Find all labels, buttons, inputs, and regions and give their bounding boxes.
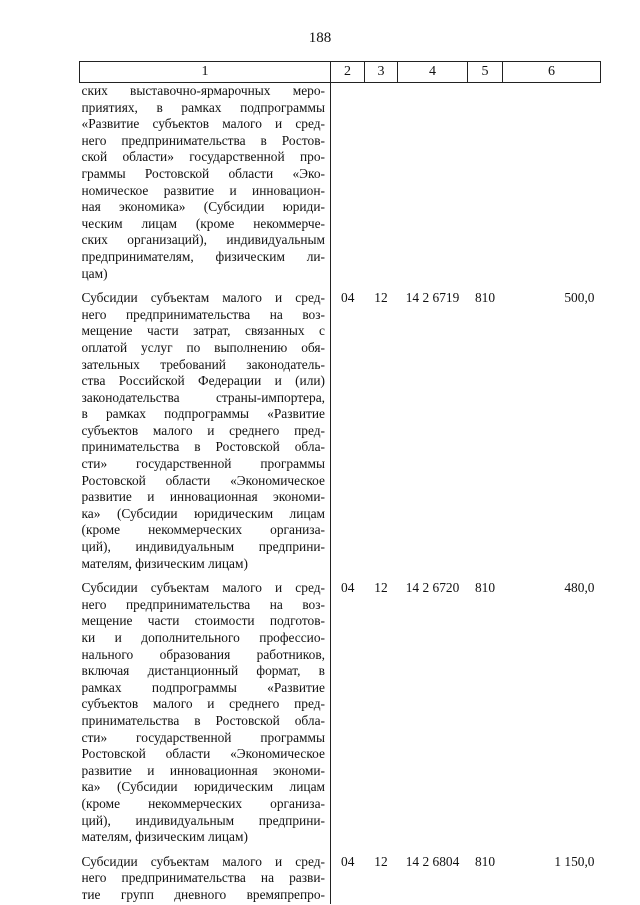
table-header [80,62,601,83]
spacer-cell [331,572,365,580]
target-article-code: 14 2 6804 [405,853,460,869]
spacer-cell [398,846,468,854]
description-line: рамках подпрограммы «Развитие [81,679,325,695]
spacer-cell [365,282,398,290]
column-header-1: 1 [80,62,331,83]
table-row [80,83,601,283]
spacer-cell [331,846,365,854]
description-line: принимательства в Ростовской обла- [81,712,325,728]
row-spacer [80,846,601,854]
description-line: мещение части стоимости подготов- [81,613,325,629]
description-line: ческим лицам (кроме некоммерче- [81,215,325,231]
row-description [80,290,331,572]
spacer-cell [331,282,365,290]
description-line: него предпринимательства в Ростов- [81,132,325,148]
spacer-cell [503,846,601,854]
spacer-cell [80,846,331,854]
budget-table [79,61,601,904]
description-line: ций), индивидуальным предприни- [81,812,325,828]
table-body [80,83,601,904]
subsection-code: 12 [374,290,388,306]
description-line: Субсидии субъектам малого и сред- [81,290,325,306]
amount: 480,0 [564,580,595,596]
description-line: тие групп дневного времяпрепро- [81,886,325,902]
description-line: развитие и инновационная экономи- [81,762,325,778]
description-line: мателям, физическим лицам) [81,829,248,845]
expense-type-code: 810 [474,853,496,869]
description-line: предпринимателям, физическим ли- [81,248,325,264]
row-description [80,83,331,283]
row-spacer [80,282,601,290]
section-code: 04 [341,290,355,306]
description-line: мещение части затрат, связанных с [81,323,325,339]
description-line: оплатой услуг по выполнению обя- [81,339,325,355]
description-line: него предпринимательства на разви- [81,870,325,886]
description-line: ки и дополнительного профессио- [81,630,325,645]
target-article-code [398,83,468,283]
spacer-cell [468,846,503,854]
spacer-cell [468,572,503,580]
expense-type-code: 810 [474,580,496,596]
description-line: него предпринимательства на воз- [81,306,325,322]
description-line: номическое развитие и инновацион- [81,182,325,198]
spacer-cell [398,572,468,580]
expense-type-code: 810 [474,290,496,306]
description-line: него предпринимательства на воз- [81,596,325,612]
spacer-cell [365,846,398,854]
row-description [80,854,331,904]
spacer-cell [365,572,398,580]
subsection-code: 12 [374,580,388,596]
target-article-code: 14 2 6719 [405,290,460,306]
description-line: сти» государственной программы [81,729,325,745]
description-line: ской области» государственной про- [81,149,325,165]
target-article-code: 14 2 6720 [405,580,460,596]
description-line: Субсидии субъектам малого и сред- [81,853,325,869]
section-code: 04 [341,853,355,869]
column-header-6: 6 [503,62,601,83]
description-line: (кроме некоммерческих организа- [81,795,325,811]
spacer-cell [468,282,503,290]
amount: 1 150,0 [554,853,595,869]
description-line: принимательства в Ростовской обла- [81,439,325,455]
row-description [80,580,331,846]
description-line: зательных требований законодатель- [81,356,325,372]
spacer-cell [80,282,331,290]
section-code [331,83,365,283]
description-line: ка» (Субсидии юридическим лицам [81,779,325,795]
description-line: ских выставочно-ярмарочных меро- [81,83,325,98]
description-line: ка» (Субсидии юридическим лицам [81,505,325,521]
description-line: субъектов малого и среднего пред- [81,696,325,712]
description-line: Ростовской области «Экономическое [81,472,325,488]
description-line: Субсидии субъектам малого и сред- [81,580,325,596]
table-row [80,580,601,846]
description-line: в рамках подпрограммы «Развитие [81,406,325,422]
description-line: ная экономика» (Субсидии юриди- [81,199,325,215]
description-line: приятиях, в рамках подпрограммы [81,99,325,115]
spacer-cell [503,572,601,580]
table-row [80,290,601,572]
section-code: 04 [341,580,355,596]
row-spacer [80,572,601,580]
expense-type-code [468,83,503,283]
description-line: (кроме некоммерческих организа- [81,522,325,538]
description-line: граммы Ростовской области «Эко- [81,165,325,181]
description-line: субъектов малого и среднего пред- [81,422,325,438]
column-header-2: 2 [331,62,365,83]
description-line: цам) [81,265,108,281]
description-line: ства Российской Федерации и (или) [81,373,325,389]
description-line: развитие и инновационная экономи- [81,489,325,505]
spacer-cell [398,282,468,290]
header-row [80,62,601,83]
description-line: законодательства страны-импортера, [81,389,325,405]
subsection-code [365,83,398,283]
description-line: Ростовской области «Экономическое [81,746,325,762]
spacer-cell [80,572,331,580]
page-number: 188 [308,30,332,46]
column-header-4: 4 [398,62,468,83]
description-line: мателям, физическим лицам) [81,555,248,571]
amount [503,83,601,283]
description-line: ских организаций), индивидуальным [81,232,325,248]
subsection-code: 12 [374,853,388,869]
description-line: включая дистанционный формат, в [81,663,325,679]
description-line: ций), индивидуальным предприни- [81,539,325,555]
column-header-5: 5 [468,62,503,83]
column-header-3: 3 [365,62,398,83]
description-line: «Развитие субъектов малого и сред- [81,116,325,132]
spacer-cell [503,282,601,290]
description-line: сти» государственной программы [81,456,325,472]
table-row [80,854,601,904]
amount: 500,0 [564,290,595,306]
description-line: нального образования работников, [81,646,325,662]
